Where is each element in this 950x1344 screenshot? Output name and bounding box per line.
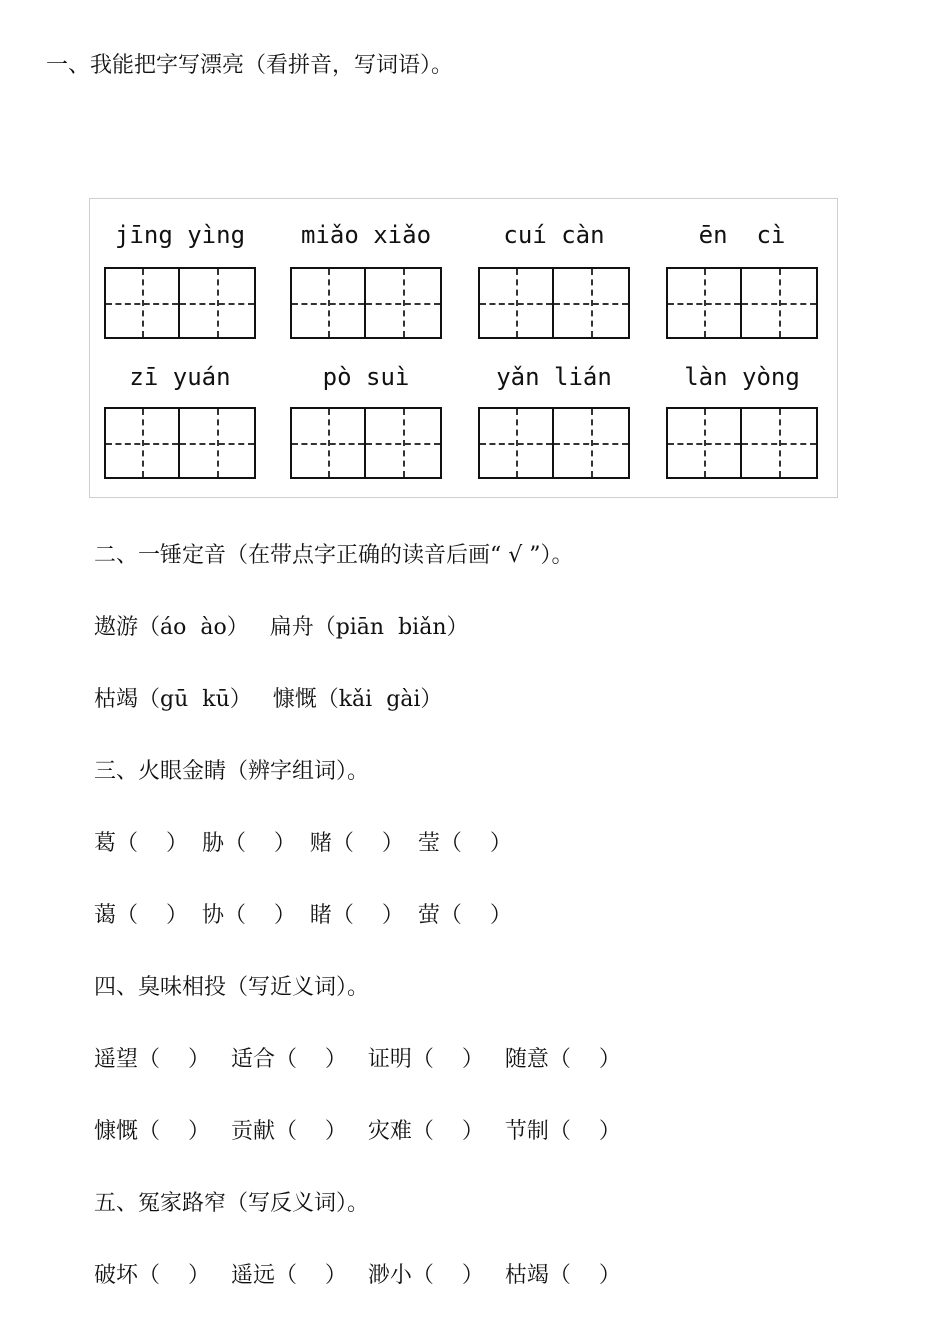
- tian-square[interactable]: [554, 267, 630, 339]
- pinyin-label: zī yuán: [129, 363, 231, 391]
- writing-grid[interactable]: [290, 407, 442, 479]
- pronunciation-line[interactable]: 遨游（áo ào） 扁舟（piān biǎn）: [94, 615, 469, 640]
- pinyin-writing-panel: [89, 198, 838, 498]
- section3-heading: 三、火眼金睛（辨字组词）。: [94, 759, 370, 784]
- section5-heading: 五、冤家路窄（写反义词）。: [94, 1191, 370, 1216]
- tian-square[interactable]: [366, 267, 442, 339]
- section1-heading: 一、我能把字写漂亮（看拼音，写词语）。: [46, 53, 454, 78]
- tian-square[interactable]: [290, 407, 366, 479]
- section4-heading: 四、臭味相投（写近义词）。: [94, 975, 370, 1000]
- tian-square[interactable]: [290, 267, 366, 339]
- tian-square[interactable]: [742, 267, 818, 339]
- synonym-line[interactable]: 慷慨（ ） 贡献（ ） 灾难（ ） 节制（ ）: [94, 1119, 621, 1144]
- tian-square[interactable]: [104, 407, 180, 479]
- tian-square[interactable]: [666, 267, 742, 339]
- writing-grid[interactable]: [666, 267, 818, 339]
- synonym-line[interactable]: 遥望（ ） 适合（ ） 证明（ ） 随意（ ）: [94, 1047, 621, 1072]
- tian-square[interactable]: [104, 267, 180, 339]
- pinyin-label: ēn cì: [698, 221, 786, 249]
- word-formation-line[interactable]: 蔼（ ） 协（ ） 睹（ ） 萤（ ）: [94, 903, 512, 928]
- tian-square[interactable]: [666, 407, 742, 479]
- writing-grid[interactable]: [104, 267, 256, 339]
- pinyin-label: miǎo xiǎo: [300, 221, 432, 249]
- pinyin-label: jīng yìng: [114, 221, 246, 249]
- writing-grid[interactable]: [290, 267, 442, 339]
- writing-grid[interactable]: [478, 267, 630, 339]
- writing-grid[interactable]: [666, 407, 818, 479]
- pinyin-label: làn yòng: [684, 363, 800, 391]
- section2-heading: 二、一锤定音（在带点字正确的读音后画“ √ ”）。: [94, 543, 574, 568]
- tian-square[interactable]: [180, 267, 256, 339]
- tian-square[interactable]: [366, 407, 442, 479]
- pinyin-label: yǎn lián: [496, 363, 612, 391]
- writing-grid[interactable]: [104, 407, 256, 479]
- tian-square[interactable]: [554, 407, 630, 479]
- pinyin-label: cuí càn: [503, 221, 605, 249]
- tian-square[interactable]: [478, 407, 554, 479]
- writing-grid[interactable]: [478, 407, 630, 479]
- tian-square[interactable]: [478, 267, 554, 339]
- word-formation-line[interactable]: 葛（ ） 胁（ ） 赌（ ） 莹（ ）: [94, 831, 512, 856]
- tian-square[interactable]: [742, 407, 818, 479]
- pinyin-label: pò suì: [322, 363, 410, 391]
- antonym-line[interactable]: 破坏（ ） 遥远（ ） 渺小（ ） 枯竭（ ）: [94, 1263, 621, 1288]
- tian-square[interactable]: [180, 407, 256, 479]
- pronunciation-line[interactable]: 枯竭（gū kū） 慷慨（kǎi gài）: [94, 687, 443, 712]
